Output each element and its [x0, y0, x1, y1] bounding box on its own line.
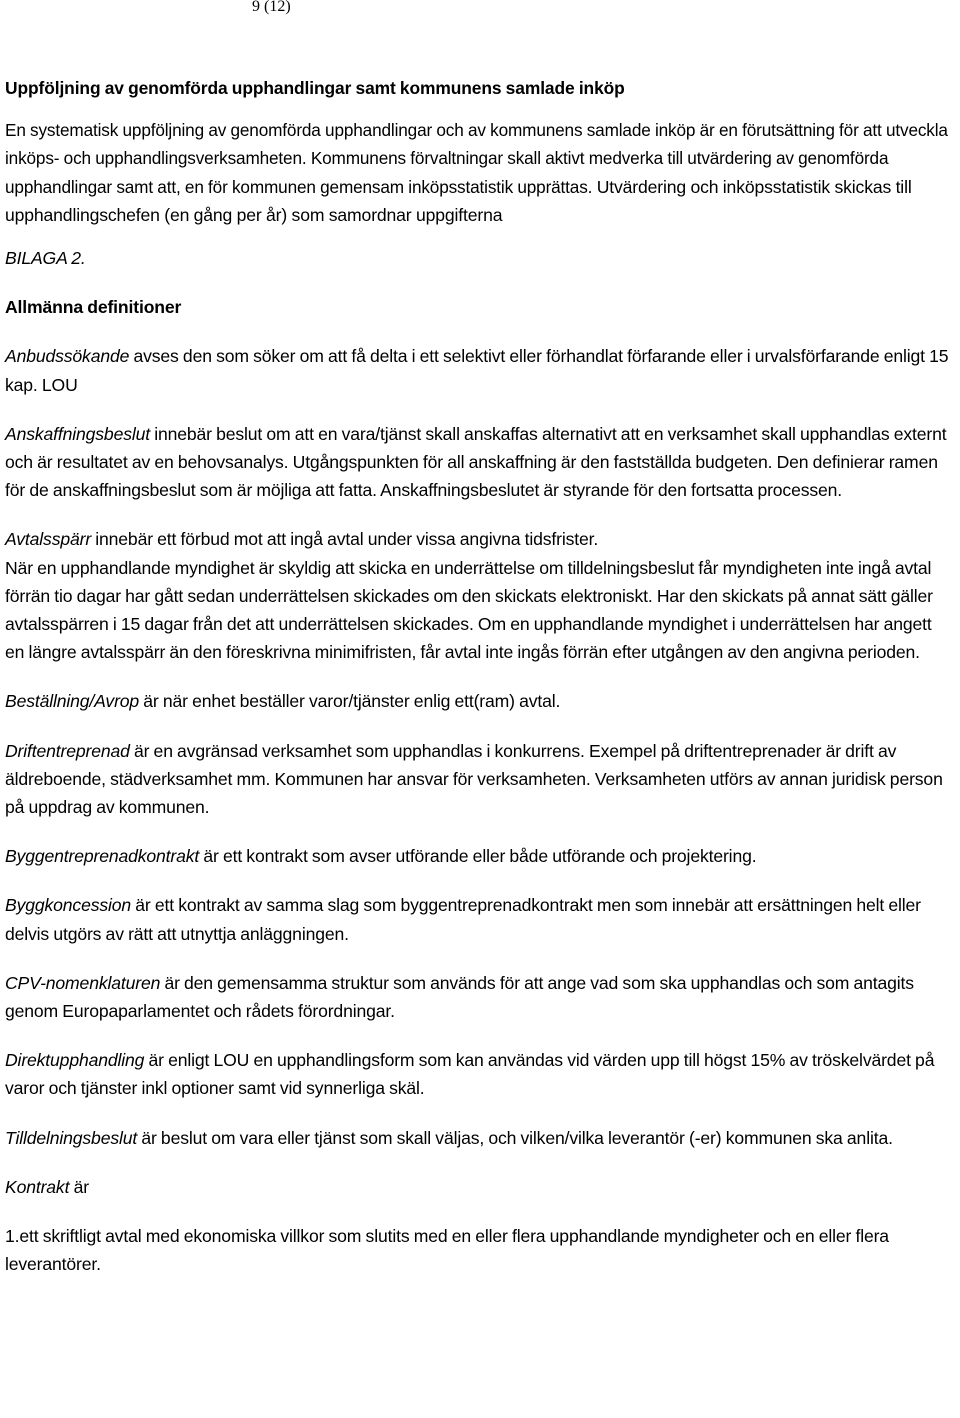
page-number: 9 (12) [252, 0, 291, 15]
definition-text: är ett kontrakt av samma slag som byggentreprenadkontrakt men som innebär att ersättningen helt eller delvis utgörs av rätt att utnyttja anläggningen. [5, 895, 921, 944]
definition-anskaffningsbeslut [5, 420, 955, 505]
document-body [5, 74, 955, 1300]
definition-text: är den gemensamma struktur som används för att ange vad som ska upphandlas och som antagits genom Europaparlamentet och rådets förordningar. [5, 972, 914, 1022]
definition-term: CPV-nomenklaturen [5, 972, 161, 993]
definition-direktupphandling [5, 1046, 955, 1102]
definition-byggkoncession [5, 891, 955, 947]
definition-term: Byggentreprenadkontrakt [5, 846, 200, 867]
definition-term: Anbudssökande [5, 346, 130, 367]
definition-term: Anskaffningsbeslut [5, 423, 150, 444]
intro-text: En systematisk uppföljning av genomförda upphandlingar och av kommunens samlade inköp är en förutsättning för att utveckla inköps- och upphandlingsverksamheten. Kommunens förvaltningar skall aktivt medverka till utvärdering av genomförda upphandlingar samt att, en för kommunen gemensam inköpsstatistik upprättas. [5, 120, 948, 197]
definition-text: är ett kontrakt som avser utförande eller både utförande och projektering. [199, 846, 757, 867]
list-item: 1.ett skriftligt avtal med ekonomiska villkor som slutits med en eller flera upphandlande myndigheter och en eller flera leverantörer. [5, 1226, 889, 1275]
definition-anbudssokande [5, 342, 955, 398]
definition-cpv-nomenklaturen [5, 969, 955, 1025]
intro-tail: Utvärdering och inköpsstatistik skickas till upphandlingschefen (en gång per år) som samordnar uppgifterna [5, 176, 912, 225]
definition-text: är när enhet beställer varor/tjänster enlig ett(ram) avtal. [139, 691, 561, 712]
definition-text: innebär ett förbud mot att ingå avtal under vissa angivna tidsfrister. [91, 529, 599, 550]
intro-paragraph [5, 116, 955, 229]
section-title: Uppföljning av genomförda upphandlingar samt kommunens samlade inköp [5, 78, 625, 98]
definition-avtalssparr [5, 525, 955, 666]
definition-term: Avtalsspärr [5, 529, 92, 550]
definition-term: Beställning/Avrop [5, 691, 140, 712]
definition-text: innebär beslut om att en vara/tjänst skall anskaffas alternativt att en verksamhet skall upphandlas externt och är resultatet av en behovsanalys. Utgångspunkten för all anskaffning är den fastställda budgeten. Den definierar ramen för de anskaffningsbeslut som är möjliga att fatta. Anskaffningsbeslutet är styrande för den fortsatta processen. [5, 423, 947, 501]
definition-term: Byggkoncession [5, 895, 132, 916]
definition-extra-text: När en upphandlande myndighet är skyldig att skicka en underrättelse om tilldelningsbeslut får myndigheten inte ingå avtal förrän tio dagar har gått sedan underrättelsen skickades om den skickats elektroniskt. Har den skickats på annat sätt gäller avtalsspärren i 15 dagar från det att underrättelsen skickades. Om en upphandlande myndighet i underrättelsen har angett en längre avtalsspärr än den föreskrivna minimifristen, får avtal inte ingås förrän efter utgången av den angivna perioden. [5, 557, 933, 663]
definition-driftentreprenad [5, 737, 955, 822]
definition-text: är [69, 1176, 89, 1197]
definition-text: avses den som söker om att få delta i ett selektivt eller förhandlat förfarande eller i urvalsförfarande enligt 15 kap. LOU [5, 346, 949, 395]
definition-term: Tilldelningsbeslut [5, 1127, 138, 1148]
definition-tilldelningsbeslut [5, 1124, 955, 1152]
definition-term: Kontrakt [5, 1176, 70, 1197]
definition-kontrakt [5, 1173, 955, 1201]
appendix-label: BILAGA 2. [5, 248, 86, 269]
definition-text: är enligt LOU en upphandlingsform som kan användas vid värden upp till högst 15% av tröskelvärdet på varor och tjänster inkl optioner samt vid synnerliga skäl. [5, 1050, 935, 1099]
definition-text: är beslut om vara eller tjänst som skall väljas, och vilken/vilka leverantör (-er) kommunen ska anlita. [137, 1127, 893, 1148]
definition-term: Driftentreprenad [5, 740, 130, 761]
definition-text: är en avgränsad verksamhet som upphandlas i konkurrens. Exempel på driftentreprenader är drift av äldreboende, städverksamhet mm. Kommunen har ansvar för verksamheten. Verksamheten utförs av annan juridisk person på uppdrag av kommunen. [5, 740, 943, 818]
definition-byggentreprenadkontrakt [5, 842, 955, 870]
definition-term: Direktupphandling [5, 1050, 145, 1071]
definitions-title: Allmänna definitioner [5, 297, 182, 318]
definition-bestallning-avrop [5, 687, 955, 715]
